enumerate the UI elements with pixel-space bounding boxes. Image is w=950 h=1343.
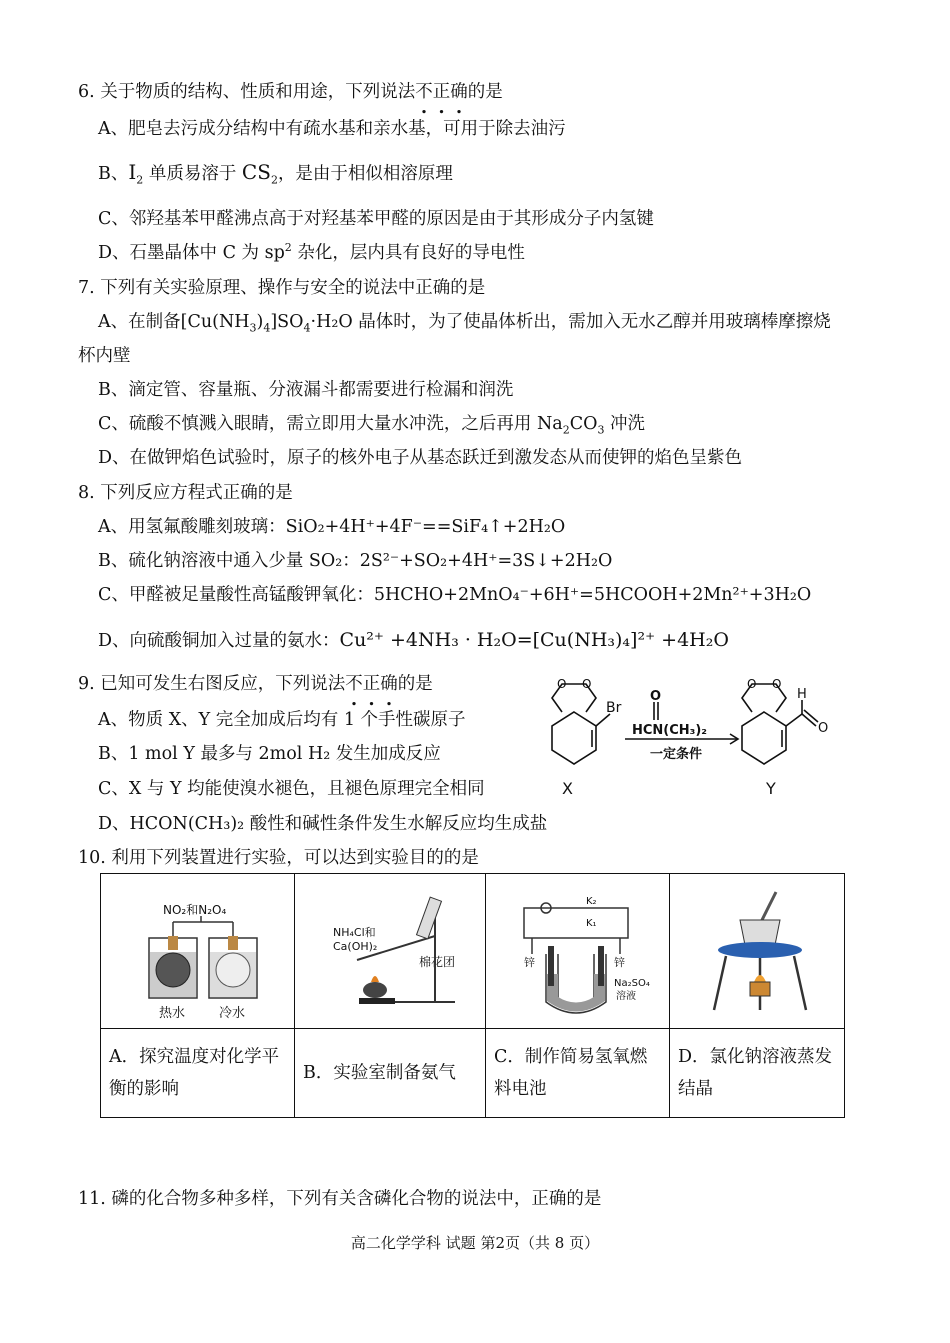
reagent: HCN(CH₃)₂ — [632, 723, 707, 738]
q6-stem: 6. 关于物质的结构、性质和用途，下列说法不正确的是 — [78, 82, 503, 102]
q10-stem: 10. 利用下列装置进行实验，可以达到实验目的的是 — [78, 848, 479, 868]
apparatus-d — [670, 874, 844, 1024]
svg-text:热水: 热水 — [159, 1006, 186, 1021]
reaction-scheme — [540, 672, 840, 807]
q9-stem: 9. 已知可发生右图反应，下列说法不正确的是 — [78, 674, 433, 694]
q9-option-b: B、1 mol Y 最多与 2mol H₂ 发生加成反应 — [98, 744, 441, 764]
q8-option-d: D、向硫酸铜加入过量的氨水：Cu²⁺ +4NH₃ · H₂O=[Cu(NH₃)₄]²⁺ +4H₂O — [98, 629, 729, 651]
q7-stem: 7. 下列有关实验原理、操作与安全的说法中正确的是 — [78, 278, 486, 298]
experiment-table — [100, 873, 845, 1118]
svg-text:溶液: 溶液 — [616, 991, 636, 1002]
q7-option-b: B、滴定管、容量瓶、分液漏斗都需要进行检漏和润洗 — [98, 380, 514, 400]
x-o-right: O — [582, 677, 592, 691]
q9-option-c: C、X 与 Y 均能使溴水褪色，且褪色原理完全相同 — [98, 779, 485, 799]
q6-option-a: A、肥皂去污成分结构中有疏水基和亲水基，可用于除去油污 — [98, 119, 566, 139]
label-y: Y — [766, 779, 776, 798]
cell-image-b — [295, 874, 486, 1029]
caption-d: D．氯化钠溶液蒸发结晶 — [670, 1029, 845, 1118]
cell-image-d — [670, 874, 845, 1029]
svg-text:Ca(OH)₂: Ca(OH)₂ — [333, 940, 378, 953]
y-o-right: O — [772, 677, 782, 691]
q6-option-d: D、石墨晶体中 C 为 $sp^2$ 杂化，层内具有良好的导电性 — [98, 241, 525, 263]
y-o-left: O — [747, 677, 757, 691]
svg-text:锌: 锌 — [614, 956, 625, 969]
q7-option-a-cont: 杯内壁 — [78, 346, 131, 366]
svg-text:锌: 锌 — [524, 956, 535, 969]
svg-text:K₁: K₁ — [586, 918, 597, 929]
y-h: H — [797, 687, 807, 702]
q8-option-c: C、甲醛被足量酸性高锰酸钾氧化：5HCHO+2MnO₄⁻+6H⁺=5HCOOH+2Mn²⁺+3H₂O — [98, 585, 812, 605]
q7-option-d: D、在做钾焰色试验时，原子的核外电子从基态跃迁到激发态从而使钾的焰色呈紫色 — [98, 448, 743, 468]
svg-text:棉花团: 棉花团 — [419, 955, 456, 969]
q8-stem: 8. 下列反应方程式正确的是 — [78, 483, 293, 503]
svg-text:冷水: 冷水 — [219, 1006, 246, 1021]
cell-image-a — [101, 874, 295, 1029]
caption-b: B．实验室制备氨气 — [295, 1029, 486, 1118]
caption-c: C．制作简易氢氧燃料电池 — [486, 1029, 670, 1118]
reagent-o: O — [650, 689, 662, 704]
apparatus-b — [295, 874, 485, 1024]
label-x: X — [562, 779, 573, 798]
y-o-ald: O — [818, 721, 829, 736]
q7-option-c: C、硫酸不慎溅入眼睛，需立即用大量水冲洗，之后再用 $Na_2CO_3$ 冲洗 — [98, 414, 646, 437]
q9-option-a: A、物质 X、Y 完全加成后均有 1 个手性碳原子 — [98, 710, 466, 730]
q9-option-d: D、HCON(CH₃)₂ 酸性和碱性条件发生水解反应均生成盐 — [98, 814, 548, 834]
q7-option-a: A、在制备$[Cu(NH_3)_4]SO_4\cdot H_2O$ 晶体时，为了使晶体析出，需加入无水乙醇并用玻璃棒摩擦烧 — [98, 312, 831, 335]
x-br: Br — [606, 700, 622, 716]
svg-text:NH₄Cl和: NH₄Cl和 — [333, 926, 376, 939]
q8-option-a: A、用氢氟酸雕刻玻璃：SiO₂+4H⁺+4F⁻==SiF₄↑+2H₂O — [98, 517, 566, 537]
q6-option-b: B、$I_2$ 单质易溶于 $CS_2$，是由于相似相溶原理 — [98, 160, 453, 187]
q11-stem: 11. 磷的化合物多种多样，下列有关含磷化合物的说法中，正确的是 — [78, 1189, 602, 1209]
x-o-left: O — [557, 677, 567, 691]
apparatus-c — [486, 874, 669, 1024]
caption-a: A．探究温度对化学平衡的影响 — [101, 1029, 295, 1118]
svg-text:K₂: K₂ — [586, 896, 597, 907]
condition: 一定条件 — [650, 747, 703, 762]
cell-image-c — [486, 874, 670, 1029]
svg-text:Na₂SO₄: Na₂SO₄ — [614, 978, 650, 989]
svg-text:NO₂和N₂O₄: NO₂和N₂O₄ — [163, 903, 227, 917]
q8-option-b: B、硫化钠溶液中通入少量 SO₂：2S²⁻+SO₂+4H⁺=3S↓+2H₂O — [98, 551, 613, 571]
apparatus-a — [101, 874, 294, 1024]
page-footer: 高二化学学科 试题 第2页（共 8 页） — [350, 1234, 600, 1252]
q6-option-c: C、邻羟基苯甲醛沸点高于对羟基苯甲醛的原因是由于其形成分子内氢键 — [98, 209, 654, 229]
